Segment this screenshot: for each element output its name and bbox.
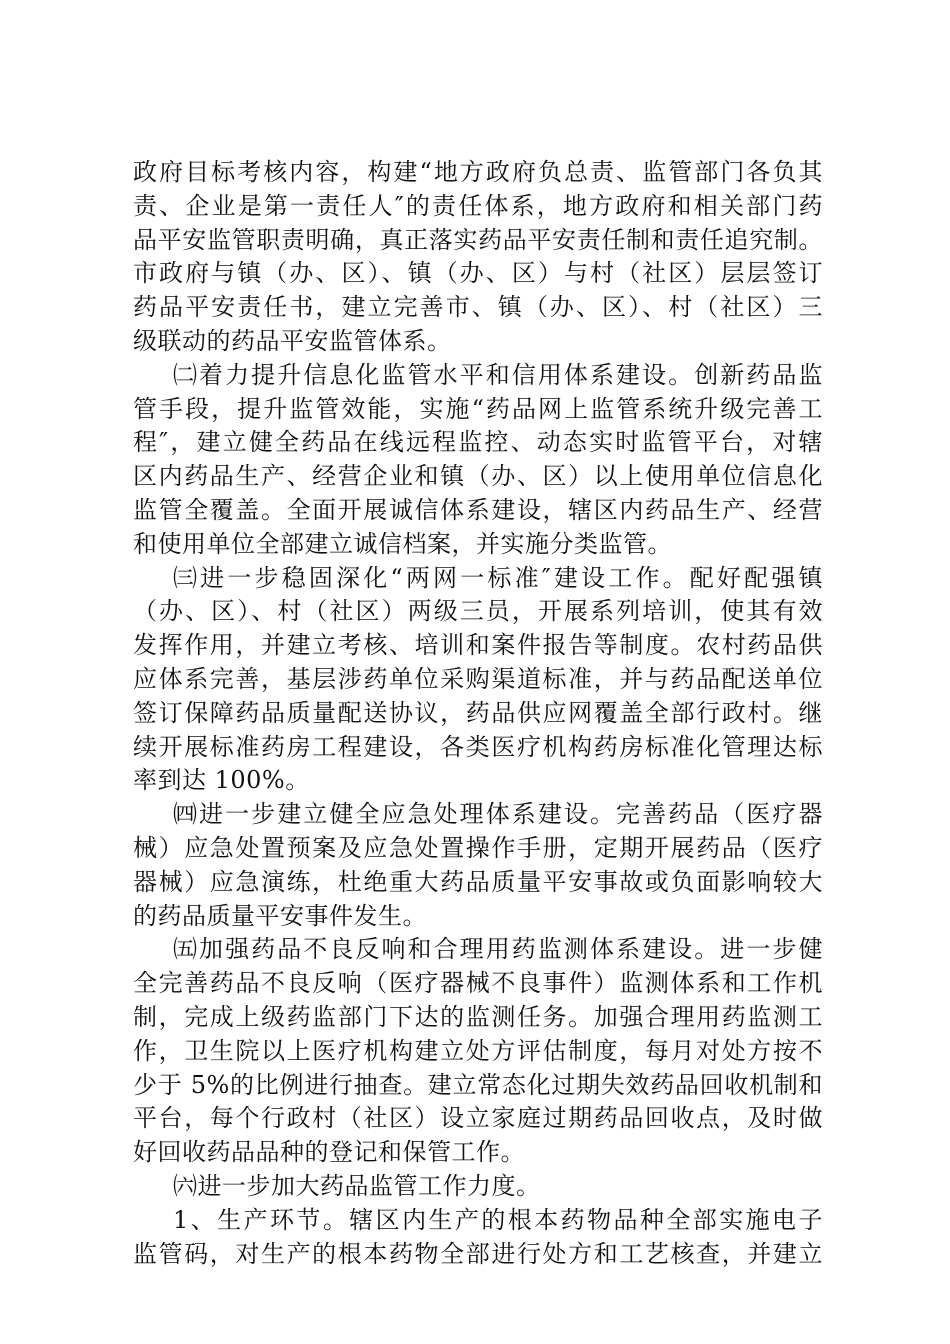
text-line: 市政府与镇（办、区）、镇（办、区）与村（社区）层层签订 [133,259,823,288]
text-line: 级联动的药品平安监管体系。 [133,326,452,355]
text-line: 和使用单位全部建立诚信档案，并实施分类监管。 [133,529,672,558]
text-line: 的药品质量平安事件发生。 [133,901,427,930]
text-line: 药品平安责任书，建立完善市、镇（办、区）、村（社区）三 [133,293,823,322]
text-line: 应体系完善，基层涉药单位采购渠道标准，并与药品配送单位 [133,664,823,693]
text-line: ㈤加强药品不良反响和合理用药监测体系建设。进一步健 [173,935,823,964]
text-line: 平台，每个行政村（社区）设立家庭过期药品回收点，及时做 [133,1104,823,1133]
text-line: ㈣进一步建立健全应急处理体系建设。完善药品（医疗器 [173,800,823,829]
text-line: 率到达 100%。 [133,766,310,795]
text-line: 区内药品生产、经营企业和镇（办、区）以上使用单位信息化 [133,462,823,491]
text-line: 械）应急处置预案及应急处置操作手册，定期开展药品（医疗 [133,833,823,862]
text-line: 监管全覆盖。全面开展诚信体系建设，辖区内药品生产、经营 [133,495,823,524]
text-line: ㈥进一步加大药品监管工作力度。 [173,1171,541,1200]
text-line: 少于 5%的比例进行抽查。建立常态化过期失效药品回收机制和 [133,1070,823,1099]
text-line: 全完善药品不良反响（医疗器械不良事件）监测体系和工作机 [133,969,823,998]
document-body [133,156,823,1271]
text-line: 程″，建立健全药品在线远程监控、动态实时监管平台，对辖 [133,428,823,457]
text-line: （办、区）、村（社区）两级三员，开展系列培训，使其有效 [133,597,823,626]
text-line: 发挥作用，并建立考核、培训和案件报告等制度。农村药品供 [133,631,823,660]
text-line: 签订保障药品质量配送协议，药品供应网覆盖全部行政村。继 [133,698,823,727]
text-line: 好回收药品品种的登记和保管工作。 [133,1138,525,1167]
text-line: 器械）应急演练，杜绝重大药品质量平安事故或负面影响较大 [133,867,823,896]
text-line: 管手段，提升监管效能，实施“药品网上监管系统升级完善工 [133,394,823,423]
text-line: 作，卫生院以上医疗机构建立处方评估制度，每月对处方按不 [133,1036,823,1065]
text-line: 责、企业是第一责任人″的责任体系，地方政府和相关部门药 [133,191,823,220]
text-line: 续开展标准药房工程建设，各类医疗机构药房标准化管理达标 [133,732,823,761]
text-line: ㈡着力提升信息化监管水平和信用体系建设。创新药品监 [173,360,823,389]
text-line: 政府目标考核内容，构建“地方政府负总责、监管部门各负其 [133,158,823,186]
text-line: 制，完成上级药监部门下达的监测任务。加强合理用药监测工 [133,1002,823,1031]
text-line: 品平安监管职责明确，真正落实药品平安责任制和责任追究制。 [133,225,823,254]
text-line: 监管码，对生产的根本药物全部进行处方和工艺核查，并建立 [133,1239,823,1268]
text-line: ㈢进一步稳固深化“两网一标准″建设工作。配好配强镇 [173,563,823,592]
text-line: 1、生产环节。辖区内生产的根本药物品种全部实施电子 [173,1205,823,1234]
